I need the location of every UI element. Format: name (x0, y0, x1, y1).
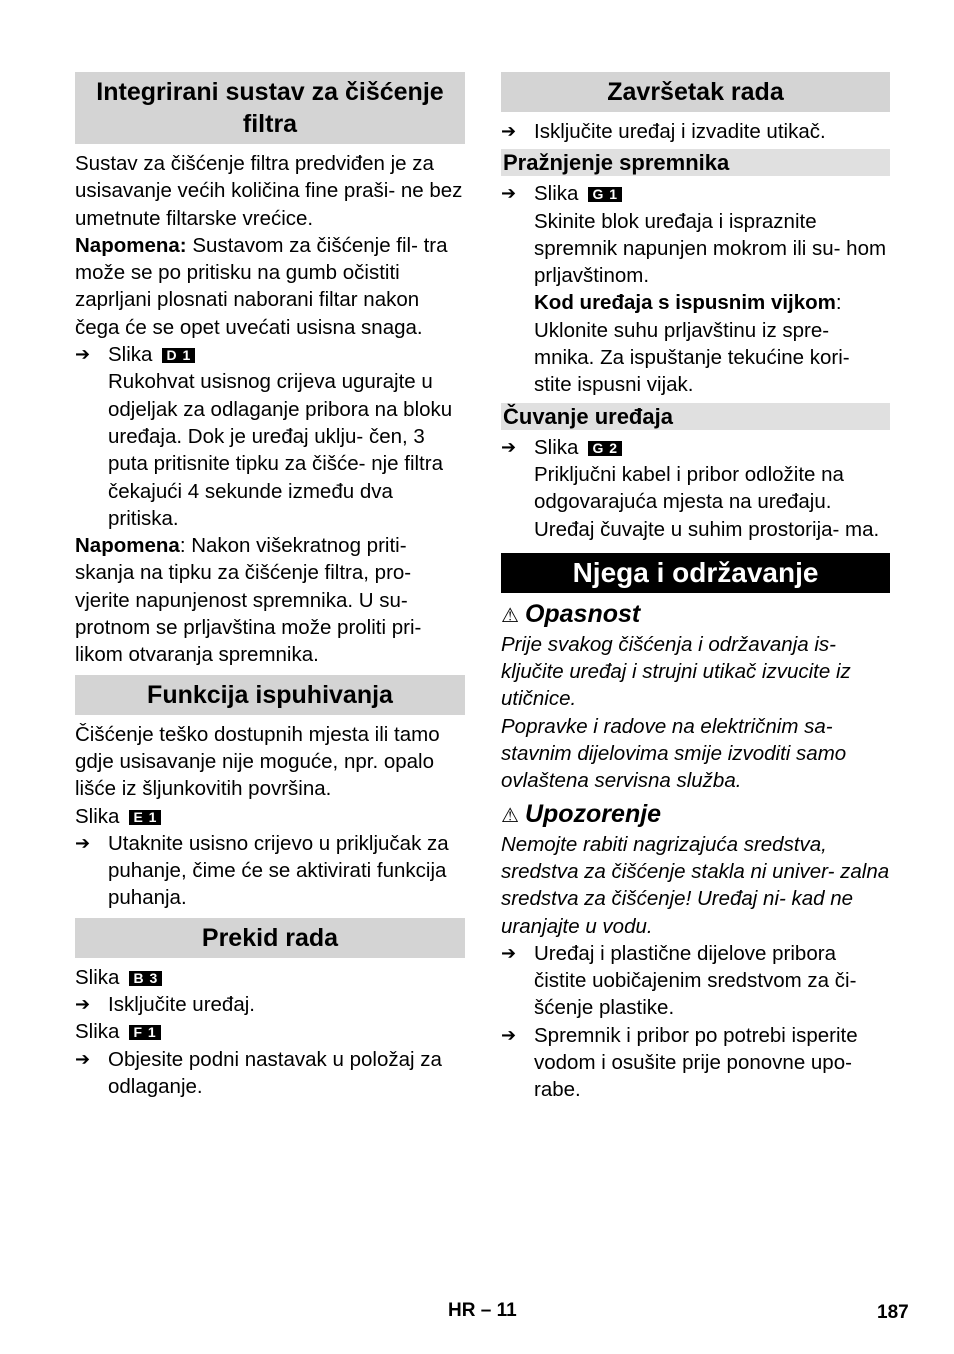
list-item (75, 1046, 465, 1101)
figure-ref: Slika (534, 182, 579, 206)
figure-badge-g1: G 1 (588, 187, 622, 202)
note-label: Napomena (75, 534, 180, 558)
care-maintenance-heading: Njega i održavanje (501, 553, 890, 593)
figure-ref: Slika (108, 343, 153, 367)
instruction-text: Utaknite usisno crijevo u priključak za puhanje, čime će se aktivirati funkcija puhanja. (108, 831, 449, 910)
figure-badge-d1: D 1 (162, 348, 195, 363)
empty-container-heading: Pražnjenje spremnika (501, 149, 890, 176)
danger-text-2: Popravke i radove na električnim sa- stavnim dijelovima smije izvoditi samo ovlaštena servisna služba. (501, 714, 847, 793)
blow-intro: Čišćenje teško dostupnih mjesta ili tamo gdje usisavanje nije moguće, npr. opalo lišće iz šljunkovitih površina. (75, 722, 440, 801)
list-item (501, 118, 890, 145)
arrow-right-icon: ➔ (501, 1024, 517, 1045)
filter-intro: Sustav za čišćenje filtra predviđen je za usisavanje većih količina fine praši- ne bez umetnute filtarske vrećice. (75, 152, 463, 230)
note-label: Napomena: (75, 233, 187, 257)
instruction-text: Skinite blok uređaja i ispraznite spremnik napunjen mokrom ili su- hom prljavštinom. (534, 209, 887, 288)
list-item (75, 341, 465, 532)
list-item (501, 1022, 890, 1104)
note-1 (75, 232, 465, 341)
danger-title: ⚠ Opasnost (501, 599, 641, 628)
warning-text: Nemojte rabiti nagrizajuća sredstva, sredstva za čišćenje stakla ni univer- zalna sredstva za čišćenje! Uređaj ni- kad ne uranjajte u vodu. (501, 832, 890, 938)
instruction-text: Uređaj i plastične dijelove pribora čistite uobičajenim sredstvom za či- šćenje plastike. (534, 941, 857, 1020)
warning-triangle-icon: ⚠ (501, 804, 519, 827)
list-item (501, 180, 890, 398)
filter-cleaning-heading: Integrirani sustav za čišćenje filtra (75, 72, 465, 144)
figure-ref: Slika (534, 435, 579, 459)
figure-badge-e1: E 1 (129, 810, 161, 825)
arrow-right-icon: ➔ (501, 183, 517, 204)
storage-heading: Čuvanje uređaja (501, 403, 890, 430)
arrow-right-icon: ➔ (75, 344, 91, 365)
warning-title: ⚠ Upozorenje (501, 799, 662, 828)
drain-label: Kod uređaja s ispusnim vijkom (534, 291, 836, 315)
list-item (501, 434, 890, 543)
left-column (75, 72, 465, 1100)
instruction-text: Spremnik i pribor po potrebi isperite vodom i osušite prije ponovne upo- rabe. (534, 1023, 858, 1102)
figure-ref-e1: Slika E 1 (75, 803, 465, 830)
instruction-text: Priključni kabel i pribor odložite na odgovarajuća mjesta na uređaju. Uređaj čuvajte u suhim prostorija- ma. (534, 462, 880, 541)
note-text: Sustavom za čišćenje fil- tra može se po pritisku na gumb očistiti zaprljani plosnati naborani filtar nakon čega će se opet uvećati usisna snaga. (75, 233, 448, 339)
right-column (501, 72, 890, 1104)
arrow-right-icon: ➔ (75, 832, 91, 853)
warning-triangle-icon: ⚠ (501, 604, 519, 627)
section-page-label: HR – 11 (448, 1300, 517, 1321)
note-2 (75, 532, 465, 668)
pause-heading: Prekid rada (75, 918, 465, 958)
figure-ref-b3: Slika B 3 (75, 964, 465, 991)
page-number: 187 (877, 1302, 909, 1323)
figure-badge-f1: F 1 (129, 1025, 160, 1040)
blow-function-heading: Funkcija ispuhivanja (75, 675, 465, 715)
list-item (501, 940, 890, 1022)
figure-badge-b3: B 3 (129, 971, 162, 986)
note-text: : Nakon višekratnog priti- skanja na tipku za čišćenje filtra, pro- vjerite napunjenost spremnika. U su- protnom se prljavština može proliti pri- likom otvaranja spremnika. (75, 534, 422, 667)
arrow-right-icon: ➔ (501, 121, 517, 141)
instruction-text: Isključite uređaj i izvadite utikač. (534, 120, 826, 143)
figure-ref-f1: Slika F 1 (75, 1018, 465, 1045)
arrow-right-icon: ➔ (75, 994, 91, 1015)
arrow-right-icon: ➔ (75, 1048, 91, 1069)
instruction-text: Rukohvat usisnog crijeva ugurajte u odjeljak za odlaganje pribora na bloku uređaja. Dok je uređaj uklju- čen, 3 puta pritisnite tipku za čišće- nje filtra čekajući 4 sekunde između dva pritiska. (108, 370, 453, 530)
end-work-heading: Završetak rada (501, 72, 890, 112)
drain-text: : Uklonite suhu prljavštinu iz spre- mnika. Za ispuštanje tekućine kori- stite ispusni vijak. (534, 291, 850, 397)
arrow-right-icon: ➔ (501, 942, 517, 963)
figure-badge-g2: G 2 (588, 441, 622, 456)
danger-text-1: Prije svakog čišćenja i održavanja is- ključite uređaj i strujni utikač izvucite iz utičnice. (501, 632, 851, 711)
instruction-text: Isključite uređaj. (108, 993, 255, 1017)
instruction-text: Objesite podni nastavak u položaj za odlaganje. (108, 1047, 442, 1098)
list-item (75, 830, 465, 912)
list-item (75, 991, 465, 1018)
arrow-right-icon: ➔ (501, 436, 517, 457)
